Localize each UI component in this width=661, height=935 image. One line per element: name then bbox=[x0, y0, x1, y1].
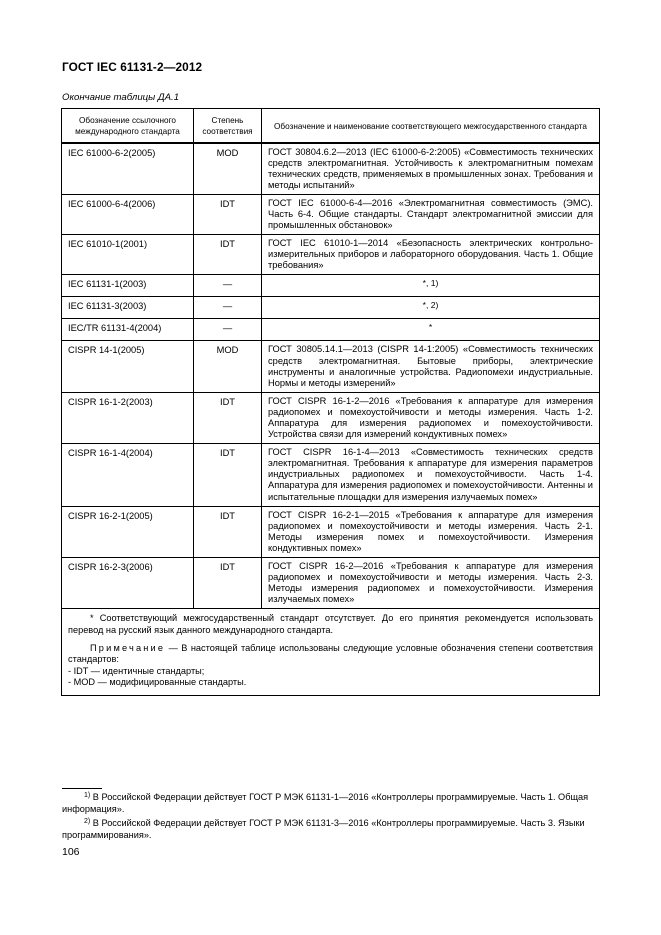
table-row bbox=[62, 319, 600, 341]
table-caption: Окончание таблицы ДА.1 bbox=[62, 92, 180, 103]
degree-cell: IDT bbox=[194, 444, 262, 506]
degree-cell: MOD bbox=[194, 143, 262, 195]
table-row bbox=[62, 558, 600, 609]
national-standard-cell: ГОСТ IEC 61010-1—2014 «Безопасность электрических контрольно-измерительных приборов и лабораторного оборудования. Часть 1. Общие требования» bbox=[262, 235, 600, 275]
intl-standard-cell: IEC 61131-1(2003) bbox=[62, 275, 194, 297]
national-standard-cell: *, 2) bbox=[262, 297, 600, 319]
degree-cell: — bbox=[194, 297, 262, 319]
national-standard-cell: ГОСТ CISPR 16-2—2016 «Требования к аппаратуре для измерения радиопомех и помехоустойчивости и методы измерения. Часть 2-3. Методы измерения радиопомех и помехоустойчивости. Измерения излучаемых помех» bbox=[262, 558, 600, 609]
table-row bbox=[62, 341, 600, 392]
column-header-national: Обозначение и наименование соответствующего межгосударственного стандарта bbox=[262, 109, 600, 143]
column-header-degree: Степень соответствия bbox=[194, 109, 262, 143]
table-row bbox=[62, 444, 600, 506]
intl-standard-cell: IEC 61000-6-4(2006) bbox=[62, 194, 194, 234]
national-standard-cell: * bbox=[262, 319, 600, 341]
footnote-text: В Российской Федерации действует ГОСТ Р МЭК 61131-3—2016 «Контроллеры программируемые. Часть 3. Языки программирования». bbox=[62, 818, 585, 840]
national-standard-cell: ГОСТ 30804.6.2—2013 (IEC 61000-6-2:2005) «Совместимость технических средств электромагнитная. Устойчивость к электромагнитным помехам технических средств, применяемых в промышленных зонах. Требования и методы испытаний» bbox=[262, 143, 600, 195]
degree-cell: IDT bbox=[194, 558, 262, 609]
footnote-mark: 2) bbox=[84, 818, 91, 825]
table-row bbox=[62, 143, 600, 195]
national-standard-cell: ГОСТ CISPR 16-1-2—2016 «Требования к аппаратуре для измерения радиопомех и помехоустойчивости и методы измерения. Часть 1-2. Аппаратура для измерения радиопомех и помехоустойчивости. Устройства связи для измерений кондуктивных помех» bbox=[262, 392, 600, 443]
footnote-text: В Российской Федерации действует ГОСТ Р МЭК 61131-1—2016 «Контроллеры программируемые. Часть 1. Общая информация». bbox=[62, 792, 589, 814]
table-row bbox=[62, 275, 600, 297]
footnote-mark: 1) bbox=[84, 792, 91, 799]
degree-cell: IDT bbox=[194, 235, 262, 275]
degree-cell: MOD bbox=[194, 341, 262, 392]
intl-standard-cell: CISPR 16-1-4(2004) bbox=[62, 444, 194, 506]
intl-standard-cell: IEC 61000-6-2(2005) bbox=[62, 143, 194, 195]
note-item: - MOD — модифицированные стандарты. bbox=[68, 677, 247, 688]
table-header-row bbox=[62, 109, 600, 143]
table-row bbox=[62, 297, 600, 319]
asterisk-note: * Соответствующий межгосударственный стандарт отсутствует. До его принятия рекомендуется использовать перевод на русский язык данного международного стандарта. bbox=[68, 613, 593, 635]
intl-standard-cell: IEC/TR 61131-4(2004) bbox=[62, 319, 194, 341]
document-header: ГОСТ IEC 61131-2—2012 bbox=[62, 60, 203, 74]
column-header-intl: Обозначение ссылочного международного стандарта bbox=[62, 109, 194, 143]
intl-standard-cell: IEC 61131-3(2003) bbox=[62, 297, 194, 319]
degree-cell: IDT bbox=[194, 194, 262, 234]
page-number: 106 bbox=[62, 846, 80, 858]
national-standard-cell: *, 1) bbox=[262, 275, 600, 297]
footnote-1 bbox=[62, 792, 600, 815]
degree-cell: IDT bbox=[194, 392, 262, 443]
intl-standard-cell: CISPR 16-2-3(2006) bbox=[62, 558, 194, 609]
note-paragraph bbox=[68, 643, 593, 666]
footnote-divider bbox=[62, 788, 102, 789]
intl-standard-cell: IEC 61010-1(2001) bbox=[62, 235, 194, 275]
intl-standard-cell: CISPR 16-1-2(2003) bbox=[62, 392, 194, 443]
national-standard-cell: ГОСТ CISPR 16-2-1—2015 «Требования к аппаратуре для измерения радиопомех и помехоустойчивости и методы измерения. Часть 2-1. Методы измерения помех и помехоустойчивости. Измерения кондуктивных помех» bbox=[262, 506, 600, 557]
degree-cell: IDT bbox=[194, 506, 262, 557]
national-standard-cell: ГОСТ IEC 61000-6-4—2016 «Электромагнитная совместимость (ЭМС). Часть 6-4. Общие стандарты. Стандарт электромагнитной эмиссии для промышленных обстановок» bbox=[262, 194, 600, 234]
table-notes-row bbox=[62, 609, 600, 696]
table-row bbox=[62, 506, 600, 557]
table-row bbox=[62, 235, 600, 275]
table-row bbox=[62, 194, 600, 234]
intl-standard-cell: CISPR 16-2-1(2005) bbox=[62, 506, 194, 557]
note-label: Примечание bbox=[90, 642, 166, 653]
reference-standards-table bbox=[61, 108, 600, 696]
national-standard-cell: ГОСТ CISPR 16-1-4—2013 «Совместимость технических средств электромагнитная. Требования к аппаратуре для измерения параметров индустриальных радиопомех и помехоустойчивости. Часть 1-4. Аппаратура для измерения радиопомех и помехоустойчивости. Антенны и испытательные площадки для измерения излучаемых помех» bbox=[262, 444, 600, 506]
national-standard-cell: ГОСТ 30805.14.1—2013 (CISPR 14-1:2005) «Совместимость технических средств электромагнитная. Бытовые приборы, электрические инструменты и аналогичные устройства. Радиопомехи индустриальные. Нормы и методы измерений» bbox=[262, 341, 600, 392]
footnote-2 bbox=[62, 818, 600, 841]
note-text: — В настоящей таблице использованы следующие условные обозначения степени соответствия стандартов: bbox=[68, 642, 593, 665]
degree-cell: — bbox=[194, 275, 262, 297]
intl-standard-cell: CISPR 14-1(2005) bbox=[62, 341, 194, 392]
degree-cell: — bbox=[194, 319, 262, 341]
table-row bbox=[62, 392, 600, 443]
note-item: - IDT — идентичные стандарты; bbox=[68, 665, 205, 676]
table-notes bbox=[62, 609, 600, 696]
